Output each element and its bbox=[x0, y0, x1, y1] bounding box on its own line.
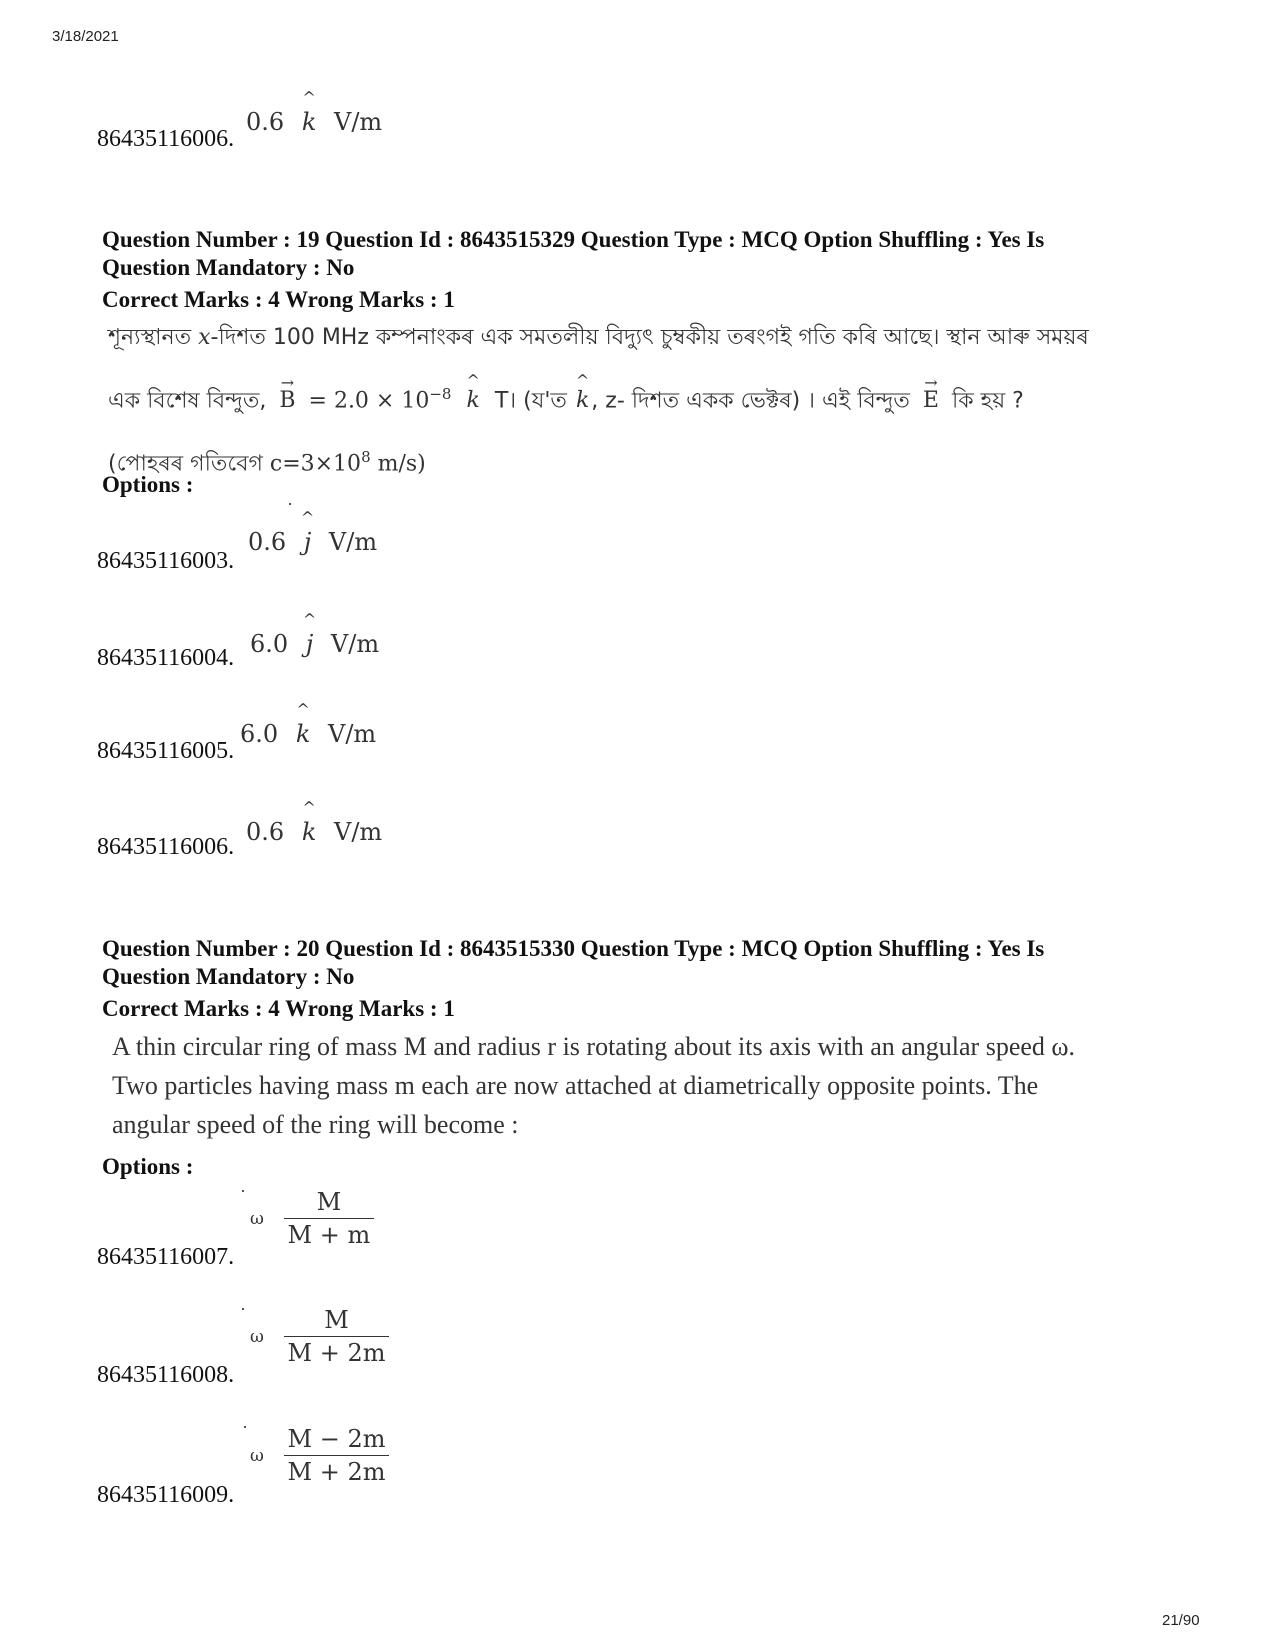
scan-dot bbox=[242, 1190, 244, 1192]
print-date: 3/18/2021 bbox=[52, 28, 119, 45]
vector-b bbox=[279, 373, 295, 429]
option-expression bbox=[246, 798, 383, 846]
unit-vector bbox=[295, 700, 311, 748]
unit-vector-symbol: j bbox=[305, 630, 314, 658]
unit-vector bbox=[300, 508, 315, 556]
fraction-denominator: M + 2m bbox=[284, 1455, 390, 1486]
q19-text-line3 bbox=[108, 429, 1198, 492]
option-expression bbox=[248, 508, 378, 556]
unit-vector-symbol: j bbox=[303, 528, 312, 556]
q19-question-text bbox=[108, 310, 1198, 493]
fraction bbox=[284, 1306, 390, 1367]
q19-text-line2 bbox=[108, 366, 1198, 429]
hat-icon: ^ bbox=[300, 508, 315, 527]
q19-text-part: c=3×10 bbox=[269, 451, 362, 477]
unit-vector bbox=[301, 88, 317, 136]
arrow-icon: → bbox=[280, 373, 295, 393]
option-expression bbox=[250, 1306, 389, 1367]
q19-text-part: x bbox=[198, 325, 211, 350]
q19-text-part: শূন্যস্থানত bbox=[108, 325, 192, 350]
option-value: 0.6 bbox=[248, 528, 287, 556]
scan-dot bbox=[242, 1308, 244, 1310]
hat-icon: ^ bbox=[575, 371, 590, 391]
arrow-icon: → bbox=[924, 373, 938, 393]
option-id: 86435116008. bbox=[97, 1362, 235, 1388]
fraction-numerator: M bbox=[324, 1306, 349, 1334]
unit-vector-symbol: k bbox=[575, 388, 590, 414]
unit-vector bbox=[576, 373, 589, 429]
omega-symbol: ω bbox=[250, 1208, 264, 1229]
option-id: 86435116005. bbox=[97, 738, 235, 764]
q20-header bbox=[102, 935, 1182, 991]
hat-icon: ^ bbox=[302, 88, 316, 107]
q19-text-part: T। (য'ত bbox=[494, 388, 567, 414]
option-value: 0.6 bbox=[246, 108, 285, 136]
fraction-numerator: M − 2m bbox=[287, 1425, 386, 1453]
page-number: 21/90 bbox=[1162, 1612, 1200, 1629]
vector-e-symbol: E bbox=[922, 388, 939, 414]
option-value: 6.0 bbox=[250, 630, 289, 658]
q19-text-part: -দিশত 100 MHz কম্পনাংকৰ এক সমতলীয় বিদ্যুৎ চুম্বকীয় তৰংগই গতি কৰি আছে। স্থান আৰু সময়ৰ bbox=[210, 325, 1089, 350]
unit-vector-symbol: k bbox=[301, 818, 317, 846]
q19-text-part: −8 bbox=[429, 385, 452, 403]
scan-dot bbox=[244, 1426, 246, 1428]
q19-marks: Correct Marks : 4 Wrong Marks : 1 bbox=[102, 287, 455, 312]
q19-text-part: এক বিশেষ বিন্দুত, bbox=[108, 388, 267, 414]
option-value: 0.6 bbox=[246, 818, 285, 846]
option-expression bbox=[246, 88, 383, 136]
omega-symbol: ω bbox=[250, 1445, 264, 1466]
option-id: 86435116006. bbox=[97, 126, 235, 152]
vector-b-symbol: B bbox=[279, 388, 296, 414]
unit-vector-symbol: k bbox=[295, 720, 311, 748]
option-expression bbox=[250, 1188, 374, 1249]
option-unit: V/m bbox=[334, 108, 383, 136]
fraction-numerator: M bbox=[316, 1188, 342, 1216]
hat-icon: ^ bbox=[296, 700, 310, 719]
option-expression bbox=[250, 1425, 389, 1486]
fraction bbox=[284, 1425, 390, 1486]
q19-options-label: Options : bbox=[102, 472, 194, 497]
hat-icon: ^ bbox=[466, 371, 480, 391]
option-id: 86435116004. bbox=[97, 645, 235, 671]
option-unit: V/m bbox=[334, 818, 383, 846]
omega-symbol: ω bbox=[250, 1326, 264, 1347]
q19-header bbox=[102, 226, 1182, 282]
unit-vector bbox=[302, 610, 317, 658]
q19-text-part: 8 bbox=[361, 448, 371, 467]
option-unit: V/m bbox=[330, 630, 380, 658]
scan-dot bbox=[289, 503, 291, 505]
unit-vector-symbol: k bbox=[466, 388, 480, 414]
fraction bbox=[284, 1188, 375, 1249]
option-expression bbox=[250, 610, 380, 658]
option-expression bbox=[240, 700, 377, 748]
option-value: 6.0 bbox=[240, 720, 279, 748]
fraction-denominator: M + m bbox=[284, 1218, 375, 1249]
q20-marks: Correct Marks : 4 Wrong Marks : 1 bbox=[102, 996, 455, 1021]
q20-header-line1: Question Number : 20 Question Id : 8643515330 Question Type : MCQ Option Shuffling : Yes Is bbox=[102, 936, 1045, 961]
q19-header-line2: Question Mandatory : No bbox=[102, 255, 355, 280]
q19-text-part: = 2.0 × 10 bbox=[308, 388, 430, 414]
option-unit: V/m bbox=[328, 528, 378, 556]
hat-icon: ^ bbox=[302, 798, 316, 817]
q19-text-part: , z- দিশত একক ভেক্টৰ) । এই বিন্দুত bbox=[591, 388, 910, 414]
fraction-denominator: M + 2m bbox=[284, 1336, 390, 1367]
q20-text-line2: Two particles having mass m each are now attached at diametrically opposite points. The bbox=[112, 1071, 1039, 1100]
unit-vector-symbol: k bbox=[301, 108, 317, 136]
q20-header-line2: Question Mandatory : No bbox=[102, 964, 355, 989]
unit-vector bbox=[466, 373, 479, 429]
option-id: 86435116006. bbox=[97, 834, 235, 860]
q20-question-text bbox=[112, 1027, 1192, 1144]
q20-options-label: Options : bbox=[102, 1154, 194, 1179]
option-unit: V/m bbox=[328, 720, 377, 748]
q20-text-line3: angular speed of the ring will become : bbox=[112, 1110, 519, 1139]
q20-text-line1: A thin circular ring of mass M and radius r is rotating about its axis with an angular speed ω. bbox=[112, 1032, 1076, 1061]
option-id: 86435116007. bbox=[97, 1244, 235, 1270]
unit-vector bbox=[301, 798, 317, 846]
q19-text-line1 bbox=[108, 310, 1198, 366]
option-id: 86435116009. bbox=[97, 1482, 235, 1508]
hat-icon: ^ bbox=[302, 610, 317, 629]
q19-header-line1: Question Number : 19 Question Id : 8643515329 Question Type : MCQ Option Shuffling : Yes Is bbox=[102, 227, 1045, 252]
q19-text-part: কি হয় ? bbox=[951, 388, 1024, 414]
q19-text-part: m/s) bbox=[377, 451, 426, 477]
q19-text-part: (পোহৰৰ গতিবেগ bbox=[108, 451, 263, 477]
option-id: 86435116003. bbox=[97, 548, 235, 574]
vector-e bbox=[923, 373, 939, 429]
